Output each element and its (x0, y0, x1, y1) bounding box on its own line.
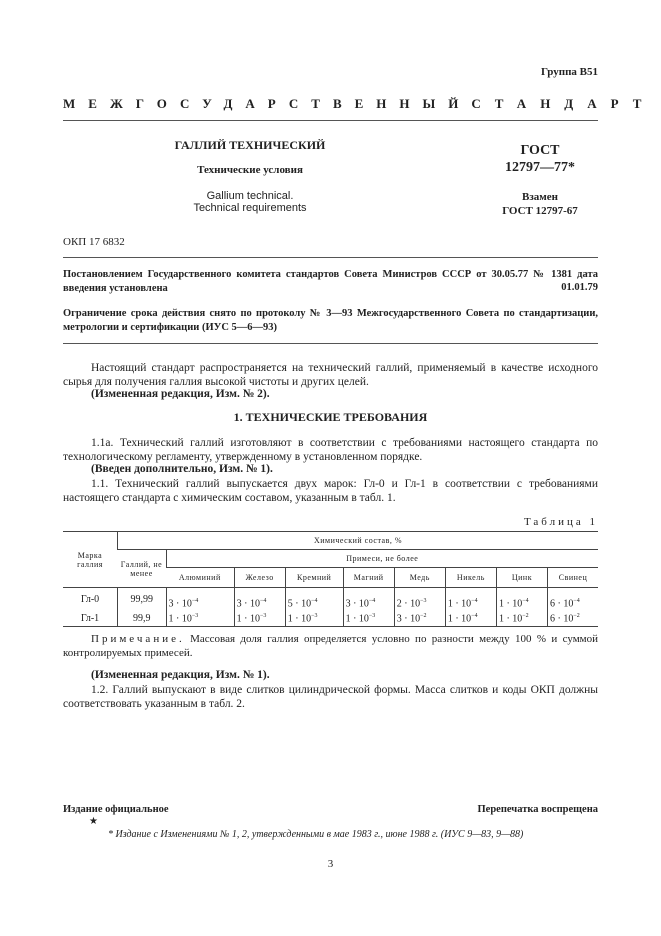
impurity-cell (343, 588, 394, 612)
value-mantissa: 3 · 10 (236, 598, 260, 610)
paragraph-1-2: 1.2. Галлий выпускают в виде слитков цилиндрической формы. Масса слитков и коды ОКП должны соответствовать указанным в табл. 2. (63, 684, 598, 710)
section-1-title: 1. ТЕХНИЧЕСКИЕ ТРЕБОВАНИЯ (233, 410, 428, 424)
english-title: Gallium technical. (206, 190, 294, 202)
impurity-cell (394, 611, 445, 627)
impurity-cell (445, 588, 496, 612)
decree-date: 01.01.79 (561, 282, 598, 293)
value-mantissa: 3 · 10 (168, 598, 192, 610)
value-mantissa: 1 · 10 (498, 613, 523, 625)
impurity-header: Медь (394, 568, 445, 588)
value-mantissa: 6 · 10 (550, 598, 574, 610)
value-mantissa: 1 · 10 (168, 613, 192, 625)
impurity-cell (166, 588, 234, 612)
value-mantissa: 3 · 10 (396, 613, 421, 625)
intro-edit-note: (Измененная редакция, Изм. № 2). (91, 388, 270, 400)
replaces-label: Взамен (522, 191, 558, 203)
value-mantissa: 3 · 10 (345, 598, 369, 610)
col-impurities-header: Примеси, не более (166, 550, 598, 568)
table-row (63, 588, 598, 612)
impurity-header: Железо (234, 568, 285, 588)
impurity-cell (285, 588, 343, 612)
star-icon: ★ (89, 816, 98, 827)
gost-label: ГОСТ (520, 143, 560, 158)
english-subtitle: Technical requirements (193, 202, 307, 214)
impurity-header: Кремний (285, 568, 343, 588)
value-exponent: −4 (260, 597, 267, 604)
paragraph-1-1a-edit: (Введен дополнительно, Изм. № 1). (91, 463, 273, 475)
note-text: Массовая доля галлия определяется условно по разности между 100 % и суммой контролируемых примесей. (63, 633, 599, 659)
value-mantissa: 1 · 10 (236, 613, 260, 625)
footer-reprint-prohibited: Перепечатка воспрещена (477, 804, 598, 815)
standard-header (63, 96, 656, 112)
value-mantissa: 2 · 10 (396, 598, 421, 610)
value-mantissa: 6 · 10 (550, 613, 574, 625)
table-row (63, 611, 598, 627)
impurity-header: Свинец (548, 568, 598, 588)
value-exponent: −4 (471, 612, 478, 619)
okp-rule (63, 257, 598, 258)
impurity-cell (285, 611, 343, 627)
value-exponent: −4 (191, 597, 199, 604)
paragraph-1-1: 1.1. Технический галлий выпускается двух марок: Гл-0 и Гл-1 в соответствии с требованиями настоящего стандарта с химическим составом, указанным в табл. 1. (63, 478, 598, 504)
impurity-cell (548, 611, 598, 627)
restriction-text: Ограничение срока действия снято по протоколу № 3—93 Межгосударственного Совета по стандартизации, метрологии и сертификации (ИУС 5—6—93) (63, 308, 598, 333)
replaces-standard: ГОСТ 12797-67 (502, 205, 578, 217)
value-exponent: −4 (311, 597, 318, 604)
gost-number: 12797—77* (505, 160, 575, 175)
grade-cell: Гл-1 (63, 611, 118, 627)
impurity-header: Магний (343, 568, 394, 588)
intro-paragraph: Настоящий стандарт распространяется на технический галлий, применяемый в качестве исходного сырья для получения галлия высокой чистоты и других целей. (63, 362, 598, 388)
decree-text: Постановлением Государственного комитета стандартов Совета Министров СССР от 30.05.77 № 1381 дата введения установлена (63, 269, 598, 294)
value-exponent: −3 (191, 612, 199, 619)
value-exponent: −3 (311, 612, 318, 619)
document-title: ГАЛЛИЙ ТЕХНИЧЕСКИЙ (174, 138, 326, 152)
value-mantissa: 1 · 10 (345, 613, 369, 625)
table-note (63, 632, 598, 660)
value-exponent: −4 (573, 597, 580, 604)
value-mantissa: 1 · 10 (287, 613, 312, 625)
value-mantissa: 1 · 10 (498, 598, 523, 610)
value-exponent: −2 (573, 612, 580, 619)
impurity-header: Алюминий (166, 568, 234, 588)
impurity-header: Цинк (496, 568, 547, 588)
impurity-cell (166, 611, 234, 627)
value-exponent: −4 (471, 597, 478, 604)
note-label: Примечание. (91, 633, 185, 645)
impurity-header: Никель (445, 568, 496, 588)
impurity-cell (496, 588, 547, 612)
value-exponent: −3 (420, 597, 427, 604)
value-exponent: −3 (260, 612, 267, 619)
impurity-cell (445, 611, 496, 627)
value-exponent: −2 (522, 612, 529, 619)
group-code: Группа В51 (540, 66, 598, 78)
page-number: 3 (327, 858, 334, 870)
value-exponent: −4 (368, 597, 376, 604)
header-rule (63, 120, 598, 121)
impurity-cell (548, 588, 598, 612)
value-mantissa: 1 · 10 (447, 613, 472, 625)
value-exponent: −4 (522, 597, 529, 604)
table-caption: Таблица 1 (523, 516, 598, 528)
edition-footnote: * Издание с Изменениями № 1, 2, утвержденными в мае 1983 г., июне 1988 г. (ИУС 9—83, 9—88) (108, 829, 524, 840)
restriction-rule (63, 343, 598, 344)
value-mantissa: 5 · 10 (287, 598, 312, 610)
impurity-cell (234, 611, 285, 627)
gallium-cell: 99,9 (118, 611, 167, 627)
value-exponent: −3 (368, 612, 376, 619)
paragraph-1-1a: 1.1а. Технический галлий изготовляют в соответствии с требованиями настоящего стандарта по технологическому регламенту, утвержденному в установленном порядке. (63, 437, 598, 463)
chemical-composition-table (63, 531, 598, 627)
impurity-cell (234, 588, 285, 612)
okp-code: ОКП 17 6832 (63, 236, 125, 248)
impurity-cell (394, 588, 445, 612)
header-left: МЕЖГОСУДАРСТВЕННЫЙ (63, 96, 472, 111)
gallium-cell: 99,99 (118, 588, 167, 612)
value-exponent: −2 (420, 612, 427, 619)
col-grade-header: Марка галлия (63, 532, 118, 588)
col-gallium-header: Галлий, не менее (118, 550, 167, 588)
document-subtitle: Технические условия (197, 164, 303, 176)
header-right: СТАНДАРТ (471, 96, 656, 111)
impurity-cell (496, 611, 547, 627)
col-composition-header: Химический состав, % (118, 532, 599, 550)
note-edit: (Измененная редакция, Изм. № 1). (91, 669, 270, 681)
value-mantissa: 1 · 10 (447, 598, 472, 610)
grade-cell: Гл-0 (80, 594, 100, 605)
impurity-cell (343, 611, 394, 627)
footer-official-edition: Издание официальное (63, 804, 169, 815)
